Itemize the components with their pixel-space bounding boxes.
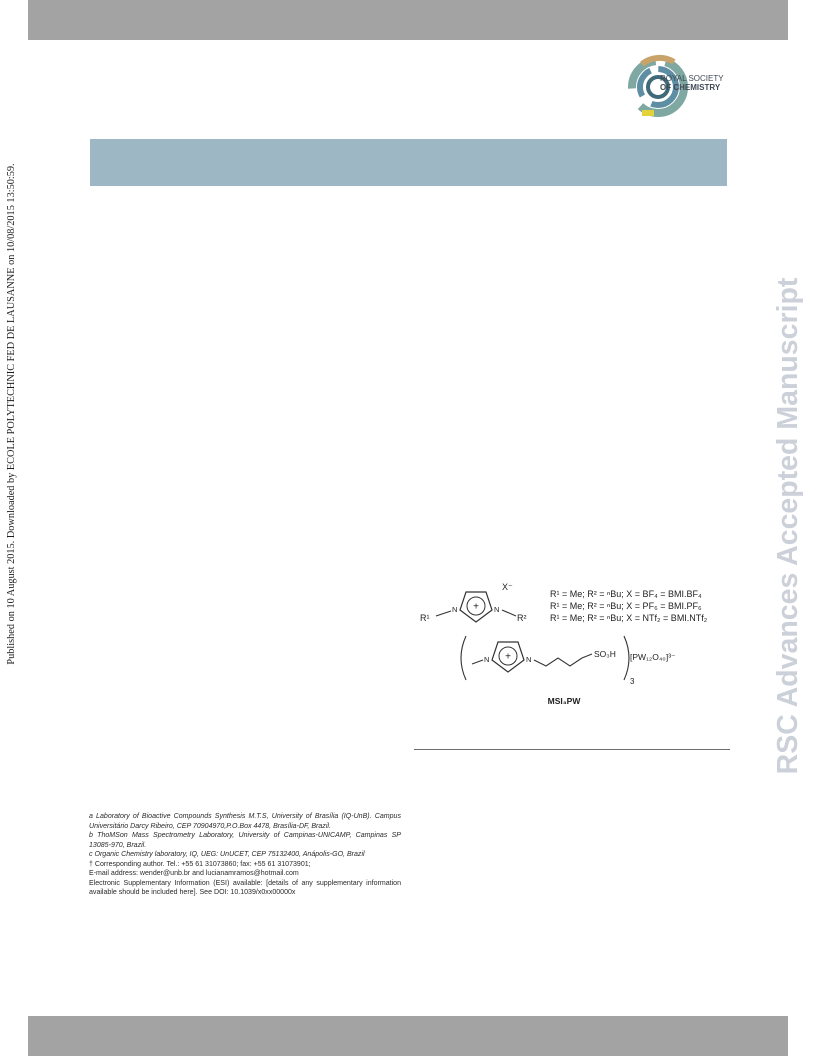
compound-name: MSI₃PW xyxy=(547,696,581,706)
section-divider xyxy=(414,749,730,750)
publication-stamp: Published on 10 August 2015. Downloaded by ECOLE POLYTECHNIC FED DE LAUSANNE on 10/08/2015 13:50:59. xyxy=(6,163,17,665)
anion-label: X⁻ xyxy=(502,582,513,592)
nitrogen-left-2: N xyxy=(484,655,490,664)
footnote-esi: Electronic Supplementary Information (ESI) available: [details of any supplementary information available should be included here]. See DOI: 10.1039/x0xx00000x xyxy=(89,879,401,896)
r2-label: R² xyxy=(517,613,527,623)
footer-bar xyxy=(28,1016,788,1056)
accepted-manuscript-watermark: RSC Advances Accepted Manuscript xyxy=(772,277,804,775)
propyl-chain xyxy=(534,654,592,666)
definition-row-3: R¹ = Me; R² = ⁿBu; X = NTf₂ = BMI.NTf₂ xyxy=(550,613,708,623)
bracket-left xyxy=(461,636,466,680)
bracket-right xyxy=(624,636,629,680)
rsc-logo-text xyxy=(660,74,724,92)
definition-row-2: R¹ = Me; R² = ⁿBu; X = PF₆ = BMI.PF₆ xyxy=(550,601,702,611)
logo-line-2: OF CHEMISTRY xyxy=(660,83,721,92)
footnote-b: b ThoMSon Mass Spectrometry Laboratory, University of Campinas-UNICAMP, Campinas SP 13085-970, Brazil. xyxy=(89,832,401,849)
so3h-label: SO₃H xyxy=(594,649,616,659)
charge-label-1: + xyxy=(473,601,479,613)
ionic-liquid-structures xyxy=(416,580,734,710)
footnote-corresponding: † Corresponding author. Tel.: +55 61 31073860; fax: +55 61 31073901; xyxy=(89,860,311,868)
footnote-a: a Laboratory of Bioactive Compounds Synthesis M.T.S, University of Brasília (IQ-UnB). Campus Universitário Darcy Ribeiro, CEP 70904970,P.O.Box 4478, Brasília-DF, Brazil. xyxy=(89,813,401,830)
subscript-3: 3 xyxy=(630,677,635,686)
nitrogen-right-1: N xyxy=(494,605,500,614)
definition-row-1: R¹ = Me; R² = ⁿBu; X = BF₄ = BMI.BF₄ xyxy=(550,589,702,599)
footnotes xyxy=(89,812,401,898)
logo-line-1: ROYAL SOCIETY xyxy=(660,74,724,83)
nitrogen-left-1: N xyxy=(452,605,458,614)
footnote-c: c Organic Chemistry laboratory, IQ, UEG: UnUCET, CEP 75132400, Anápolis-GO, Brazil xyxy=(89,851,365,858)
polyoxometalate-label: [PW₁₂O₄₀]³⁻ xyxy=(630,652,676,662)
nitrogen-right-2: N xyxy=(526,655,532,664)
structure-diagram xyxy=(416,580,734,710)
footnote-email: E-mail address: wender@unb.br and lucianamramos@hotmail.com xyxy=(89,870,299,877)
header-bar xyxy=(28,0,788,40)
charge-label-2: + xyxy=(505,651,511,663)
r1-label: R¹ xyxy=(420,613,430,623)
title-band xyxy=(90,139,727,186)
